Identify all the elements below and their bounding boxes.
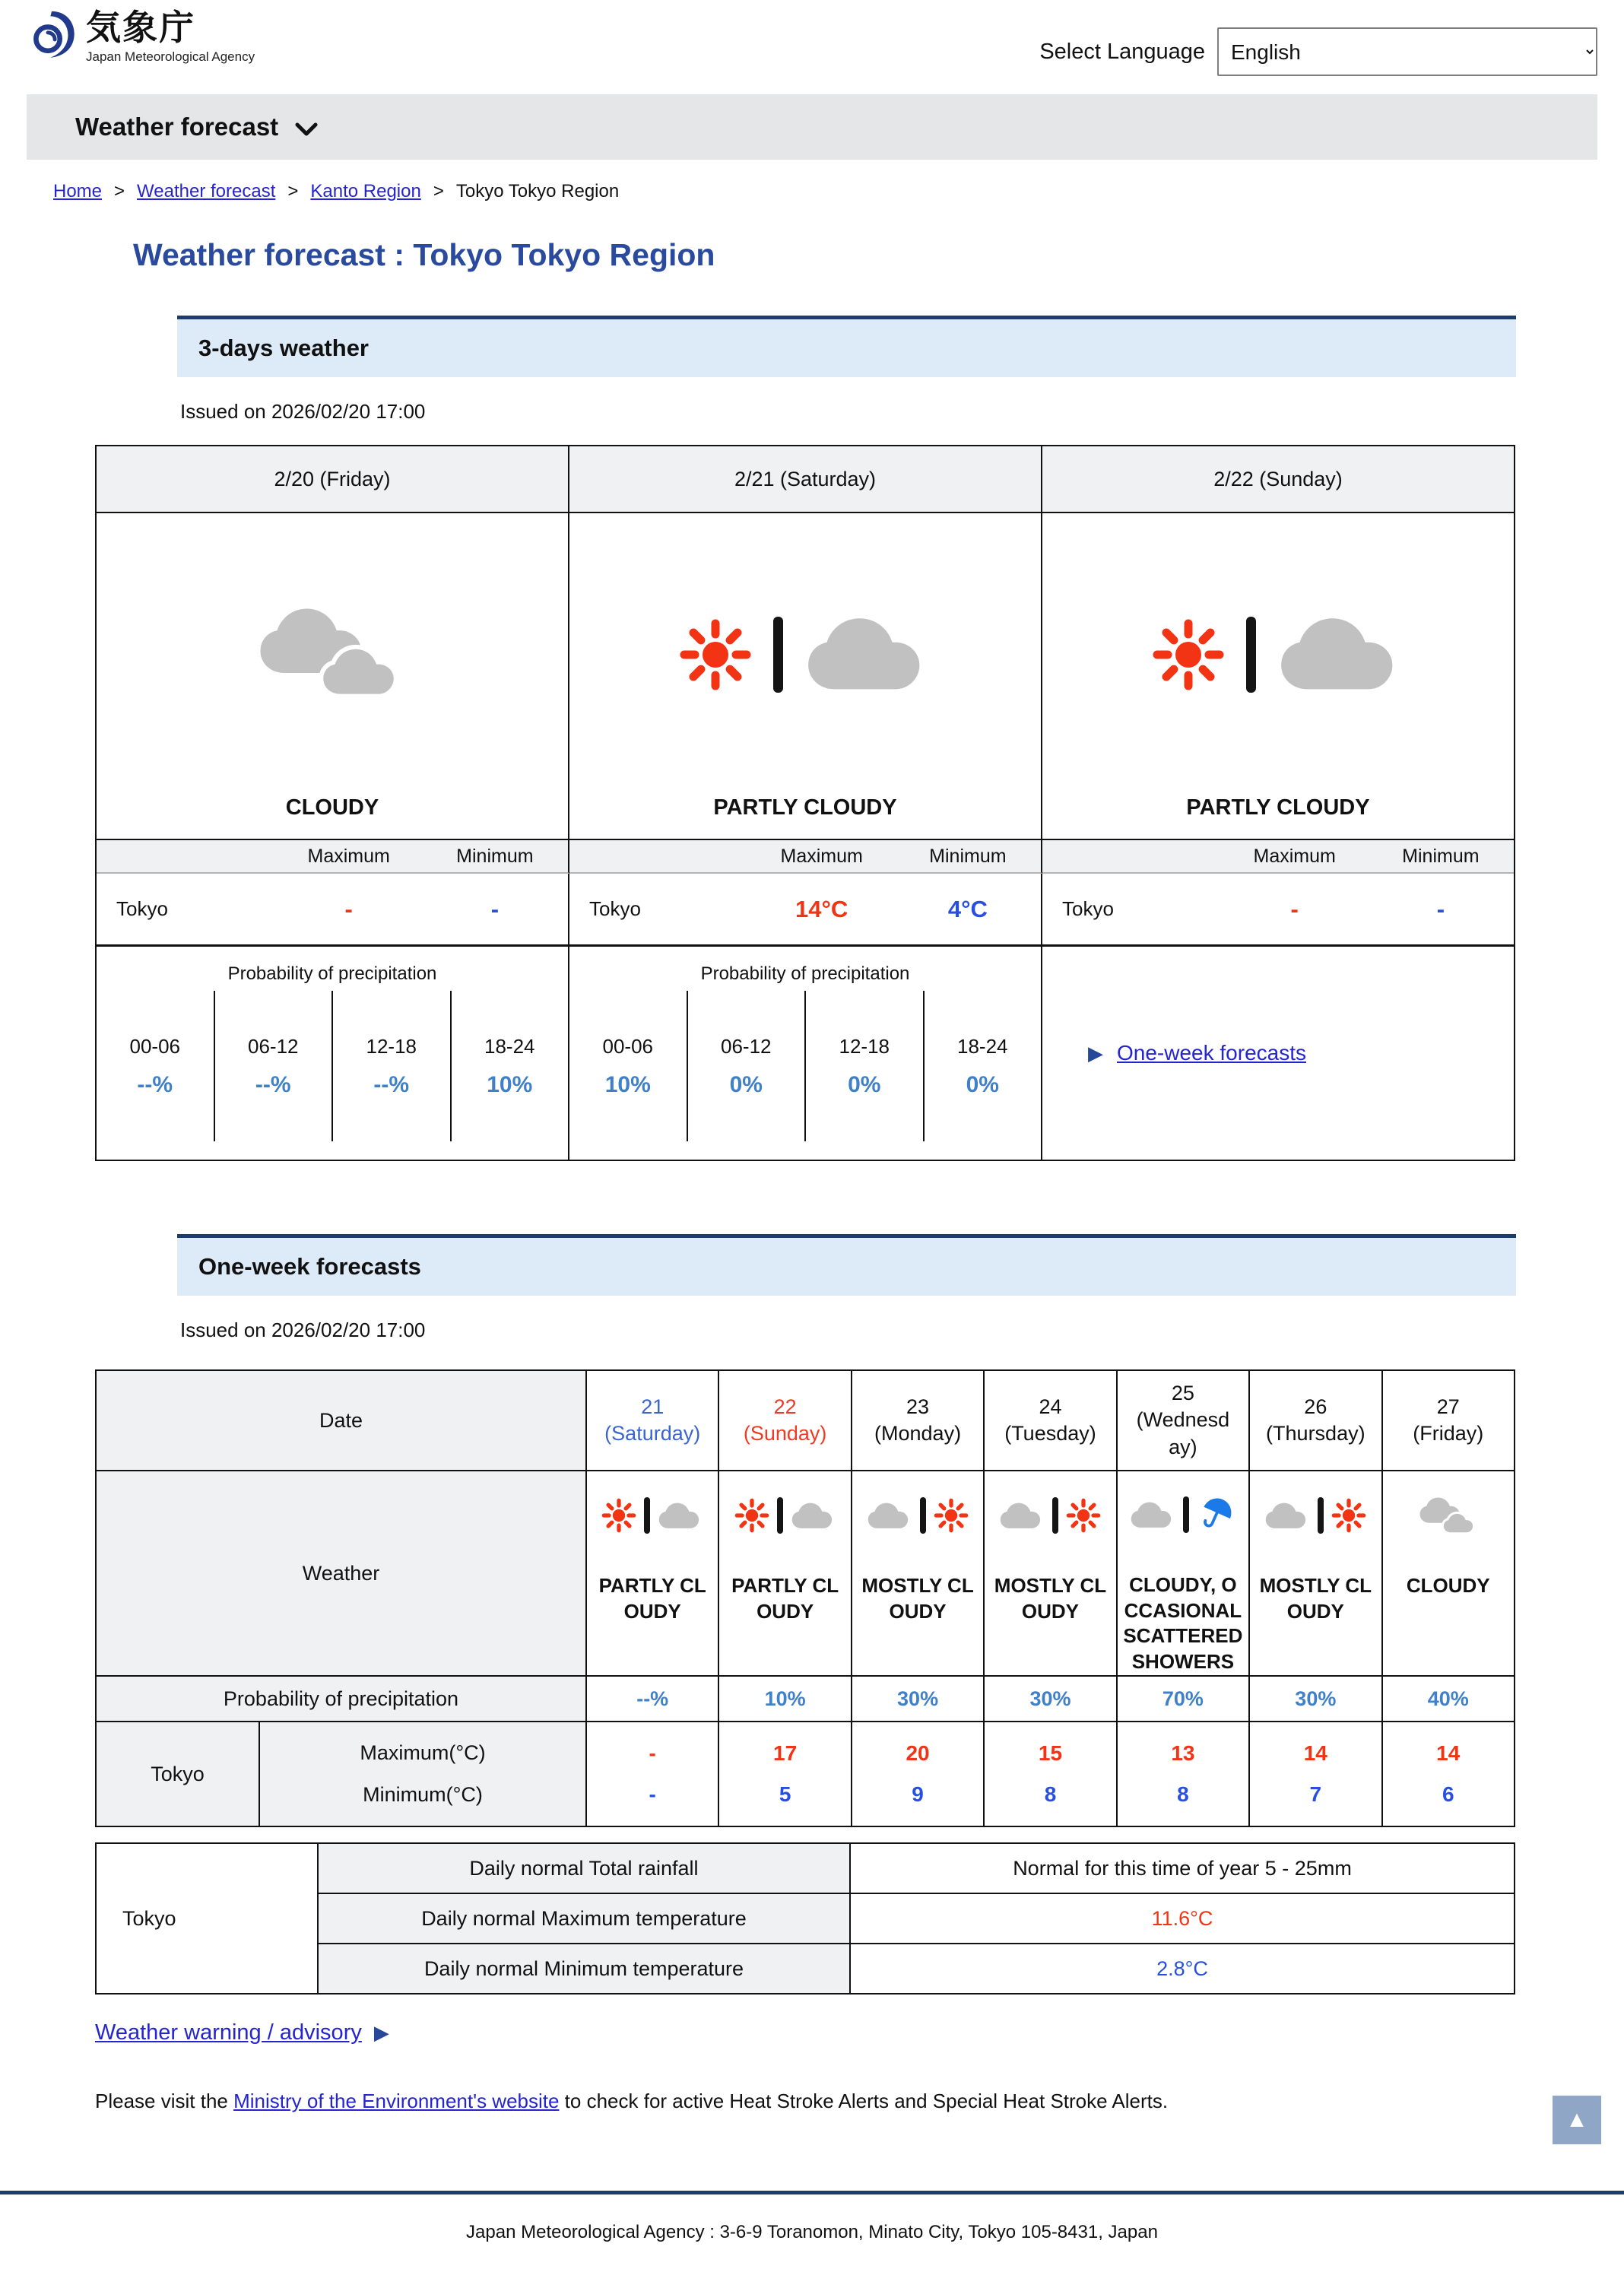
city-label: Tokyo	[97, 1722, 260, 1826]
header	[0, 0, 1624, 76]
language-area	[1039, 27, 1597, 76]
temp-cell	[1383, 1722, 1514, 1826]
temp-cell	[985, 1722, 1117, 1826]
footer-address: Japan Meteorological Agency : 3-6-9 Toranomon, Minato City, Tokyo 105-8431, Japan	[466, 2222, 1158, 2242]
jma-logo[interactable]	[27, 8, 255, 65]
max-temp: 17	[773, 1741, 798, 1765]
heat-stroke-note	[95, 2090, 1388, 2113]
min-temp: 8	[1044, 1782, 1057, 1806]
precip-value: --%	[137, 1071, 173, 1097]
weather-forecast-menu[interactable]	[27, 94, 1597, 160]
weather-name: CLOUDY	[1406, 1574, 1490, 1597]
cloud-icon	[803, 613, 934, 696]
week-weather-cell	[985, 1471, 1117, 1677]
precip-value: 10%	[487, 1071, 533, 1097]
footer	[0, 2191, 1624, 2269]
week-date-row	[97, 1371, 1514, 1471]
three-day-heading-label: 3-days weather	[198, 335, 369, 361]
breadcrumb-separator: >	[114, 181, 125, 202]
weather-warning-row	[95, 2020, 1624, 2045]
note-suffix: to check for active Heat Stroke Alerts and Special Heat Stroke Alerts.	[559, 2090, 1169, 2112]
precip-value: 30%	[985, 1677, 1117, 1722]
weather-row-label: Weather	[97, 1471, 587, 1677]
min-temp: 6	[1442, 1782, 1454, 1806]
precipitation-cell	[97, 947, 569, 1160]
sun-cloud-icon	[569, 513, 1041, 795]
week-weather-cell	[587, 1471, 719, 1677]
chevron-down-icon	[295, 122, 318, 136]
temperature-cell	[97, 874, 569, 947]
triangle-right-icon: ▶	[1088, 1041, 1103, 1065]
time-slot: 12-18	[839, 1034, 890, 1058]
max-temp: 14	[1436, 1741, 1461, 1765]
cloud-icon	[1264, 1501, 1311, 1531]
sun-icon	[1331, 1497, 1367, 1534]
one-week-forecasts-link[interactable]: One-week forecasts	[1117, 1041, 1306, 1065]
ministry-environment-link[interactable]: Ministry of the Environment's website	[233, 2090, 560, 2112]
week-date-cell: 22 (Sunday)	[719, 1371, 852, 1471]
normal-rainfall-label: Daily normal Total rainfall	[319, 1844, 851, 1893]
sun-cloud-icon	[601, 1491, 704, 1540]
max-temp: 20	[906, 1741, 930, 1765]
triangle-right-icon: ▶	[373, 2021, 389, 2044]
precip-value: --%	[373, 1071, 410, 1097]
max-temp: 14	[1303, 1741, 1327, 1765]
precip-value: 40%	[1383, 1677, 1514, 1722]
precipitation-row	[97, 947, 1514, 1160]
sun-cloud-icon	[1042, 513, 1514, 795]
weather-name: PARTLY CLOUDY	[1186, 795, 1370, 820]
separator-bar	[1183, 1496, 1189, 1533]
max-min-header	[569, 839, 1042, 874]
max-temp: -	[1290, 895, 1299, 922]
time-slot: 18-24	[957, 1034, 1008, 1058]
date-header: 2/21 (Saturday)	[569, 446, 1042, 513]
logo-title-jp: 気象庁	[86, 8, 195, 47]
normals-row	[319, 1894, 1514, 1944]
time-slot: 00-06	[602, 1034, 653, 1058]
weather-warning-link[interactable]: Weather warning / advisory	[95, 2020, 362, 2045]
week-date-cell: 25 (Wednesday)	[1118, 1371, 1250, 1471]
page-title: Weather forecast : Tokyo Tokyo Region	[133, 237, 715, 272]
weather-cell	[1042, 513, 1514, 839]
cloudy-icon	[1418, 1491, 1479, 1540]
time-slot: 06-12	[721, 1034, 772, 1058]
sun-icon	[601, 1497, 637, 1534]
temperature-cell	[569, 874, 1042, 947]
temp-row-label	[97, 1722, 587, 1826]
max-min-header-row	[97, 839, 1514, 874]
cloud-icon	[1276, 613, 1407, 696]
normals-table	[95, 1842, 1515, 1994]
week-date-cell: 27 (Friday)	[1383, 1371, 1514, 1471]
week-temp-row	[97, 1722, 1514, 1826]
temp-cell	[1118, 1722, 1250, 1826]
max-temp: 13	[1171, 1741, 1195, 1765]
precip-value: 0%	[729, 1071, 763, 1097]
breadcrumb-separator: >	[287, 181, 299, 202]
date-row-label: Date	[97, 1371, 587, 1471]
week-section-heading	[177, 1234, 1516, 1296]
temp-cell	[587, 1722, 719, 1826]
min-temp: 4°C	[947, 895, 988, 922]
precip-value: --%	[255, 1071, 291, 1097]
max-temp: -	[344, 895, 353, 922]
temperature-cell	[1042, 874, 1514, 947]
city-label: Tokyo	[116, 897, 168, 920]
minimum-header: Minimum	[1402, 845, 1480, 867]
breadcrumb	[53, 181, 1597, 202]
cloud-icon	[657, 1501, 704, 1531]
time-slot: 00-06	[129, 1034, 180, 1058]
week-date-cell: 24 (Tuesday)	[985, 1371, 1117, 1471]
weather-name: CLOUDY, OCCASIONAL SCATTERED SHOWERS	[1123, 1572, 1243, 1674]
week-issued: Issued on 2026/02/20 17:00	[180, 1319, 426, 1341]
max-temp: 14°C	[795, 895, 848, 922]
triangle-up-icon: ▲	[1565, 2107, 1588, 2132]
sun-icon	[933, 1497, 969, 1534]
normals-row	[319, 1844, 1514, 1894]
weather-cell	[569, 513, 1042, 839]
min-temp: -	[490, 895, 500, 922]
weather-name: MOSTLY CLOUDY	[1259, 1574, 1372, 1623]
maximum-label: Maximum(°C)	[360, 1741, 486, 1764]
cloud-icon	[790, 1501, 837, 1531]
min-temp: 9	[912, 1782, 924, 1806]
week-date-cell: 23 (Monday)	[852, 1371, 985, 1471]
separator-bar	[1318, 1497, 1324, 1534]
precipitation-cell	[569, 947, 1042, 1160]
weather-name: PARTLY CLOUDY	[713, 795, 897, 820]
note-prefix: Please visit the	[95, 2090, 234, 2112]
temp-cell	[852, 1722, 985, 1826]
max-min-header	[97, 839, 569, 874]
breadcrumb-current: Tokyo Tokyo Region	[455, 181, 620, 202]
weather-name: MOSTLY CLOUDY	[861, 1574, 974, 1623]
weather-name: MOSTLY CLOUDY	[994, 1574, 1107, 1623]
weather-name: PARTLY CLOUDY	[731, 1574, 839, 1623]
week-weather-cell	[1118, 1471, 1250, 1677]
separator-bar	[1246, 617, 1256, 693]
max-temp: 15	[1038, 1741, 1063, 1765]
back-to-top-button[interactable]	[1553, 2096, 1601, 2144]
separator-bar	[777, 1497, 783, 1534]
date-header: 2/22 (Sunday)	[1042, 446, 1514, 513]
sun-icon	[677, 617, 753, 693]
precip-value: 0%	[848, 1071, 881, 1097]
three-day-weather-row	[97, 513, 1514, 839]
city-label: Tokyo	[97, 1844, 319, 1993]
normal-max-value: 11.6°C	[1151, 1906, 1213, 1930]
cloud-sun-icon	[866, 1491, 969, 1540]
separator-bar	[773, 617, 783, 693]
normal-min-value: 2.8°C	[1156, 1956, 1208, 1980]
city-label: Tokyo	[1062, 897, 1114, 920]
breadcrumb-weather-forecast[interactable]: Weather forecast	[137, 181, 276, 202]
week-date-cell: 26 (Thursday)	[1250, 1371, 1382, 1471]
breadcrumb-home[interactable]: Home	[53, 181, 103, 202]
time-slot: 18-24	[484, 1034, 535, 1058]
cloud-icon	[998, 1501, 1045, 1531]
temperature-row	[97, 874, 1514, 947]
weather-name: CLOUDY	[285, 795, 379, 820]
three-day-issued: Issued on 2026/02/20 17:00	[180, 400, 426, 423]
week-weather-cell	[719, 1471, 852, 1677]
jma-logo-icon	[27, 8, 77, 64]
logo-title-en: Japan Meteorological Agency	[86, 49, 255, 64]
min-temp: -	[1436, 895, 1445, 922]
separator-bar	[644, 1497, 650, 1534]
three-day-date-row	[97, 446, 1514, 513]
precip-value: 10%	[719, 1677, 852, 1722]
sun-cloud-icon	[734, 1491, 837, 1540]
week-weather-cell	[852, 1471, 985, 1677]
language-select[interactable]	[1217, 27, 1597, 76]
sun-icon	[734, 1497, 770, 1534]
language-label: Select Language	[1039, 39, 1205, 64]
time-slot: 06-12	[248, 1034, 299, 1058]
sun-icon	[1065, 1497, 1102, 1534]
date-header: 2/20 (Friday)	[97, 446, 569, 513]
min-temp: 5	[779, 1782, 791, 1806]
cloud-icon	[1129, 1500, 1176, 1530]
weather-name: PARTLY CLOUDY	[598, 1574, 706, 1623]
precip-value: 30%	[852, 1677, 985, 1722]
cloudy-icon	[97, 513, 568, 795]
cloud-sun-icon	[1264, 1491, 1367, 1540]
normal-max-label: Daily normal Maximum temperature	[319, 1894, 851, 1943]
min-temp: 7	[1309, 1782, 1322, 1806]
menu-label: Weather forecast	[75, 113, 279, 141]
minimum-label: Minimum(°C)	[363, 1783, 483, 1807]
time-slot: 12-18	[366, 1034, 417, 1058]
precip-value: --%	[587, 1677, 719, 1722]
precip-value: 0%	[966, 1071, 999, 1097]
min-temp: -	[649, 1782, 656, 1806]
precip-value: 10%	[604, 1071, 651, 1097]
week-date-cell: 21 (Saturday)	[587, 1371, 719, 1471]
week-weather-cell	[1250, 1471, 1382, 1677]
three-day-section-heading	[177, 316, 1516, 377]
minimum-header: Minimum	[929, 845, 1007, 867]
city-label: Tokyo	[589, 897, 641, 920]
cloud-sun-icon	[998, 1491, 1102, 1540]
temp-cell	[1250, 1722, 1382, 1826]
maximum-header: Maximum	[780, 845, 863, 867]
precipitation-label: Probability of precipitation	[700, 963, 910, 984]
normal-rainfall-value: Normal for this time of year 5 - 25mm	[1013, 1856, 1352, 1880]
max-temp: -	[649, 1741, 656, 1765]
precip-row-label: Probability of precipitation	[97, 1677, 587, 1722]
week-heading-label: One-week forecasts	[198, 1253, 421, 1280]
umbrella-icon	[1196, 1494, 1237, 1535]
separator-bar	[920, 1497, 926, 1534]
logo-text	[86, 8, 255, 65]
normal-min-label: Daily normal Minimum temperature	[319, 1944, 851, 1993]
maximum-header: Maximum	[307, 845, 390, 867]
breadcrumb-separator: >	[433, 181, 444, 202]
breadcrumb-kanto-region[interactable]: Kanto Region	[310, 181, 421, 202]
minimum-header: Minimum	[456, 845, 534, 867]
three-day-table	[95, 445, 1515, 1161]
cloud-icon	[866, 1501, 913, 1531]
sun-icon	[1150, 617, 1226, 693]
week-precip-row	[97, 1677, 1514, 1722]
maximum-header: Maximum	[1253, 845, 1336, 867]
max-min-header	[1042, 839, 1514, 874]
min-temp: 8	[1177, 1782, 1189, 1806]
precip-value: 30%	[1250, 1677, 1382, 1722]
one-week-link-cell	[1042, 947, 1514, 1160]
weather-cell	[97, 513, 569, 839]
precip-value: 70%	[1118, 1677, 1250, 1722]
cloud-umbrella-icon	[1129, 1491, 1237, 1539]
normals-row	[319, 1944, 1514, 1993]
week-weather-row	[97, 1471, 1514, 1677]
precipitation-label: Probability of precipitation	[227, 963, 437, 984]
one-week-table	[95, 1369, 1515, 1827]
separator-bar	[1052, 1497, 1058, 1534]
temp-cell	[719, 1722, 852, 1826]
week-weather-cell	[1383, 1471, 1514, 1677]
